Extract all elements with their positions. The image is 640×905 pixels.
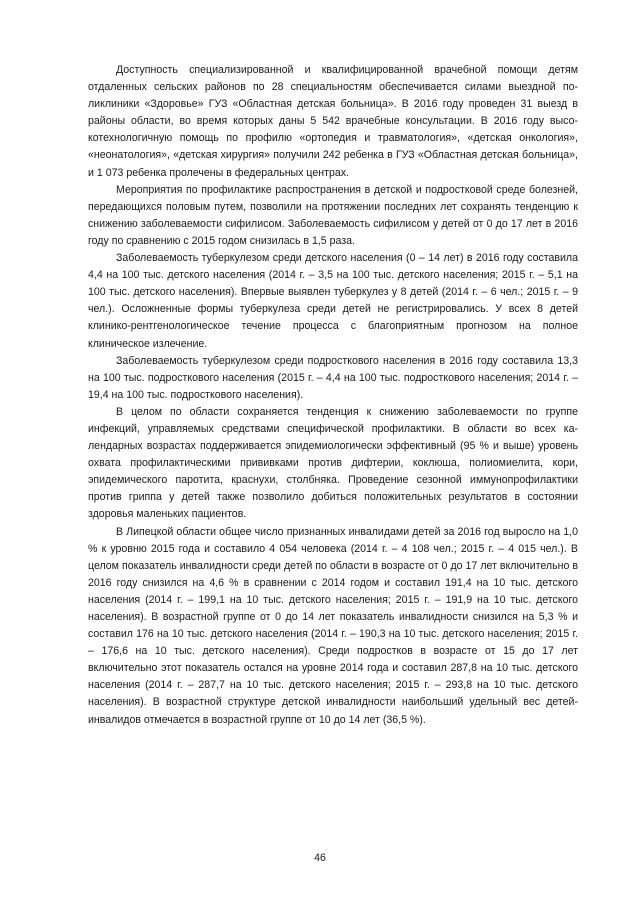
paragraph-disability: В Липецкой области общее число признанных инвалидами детей за 2016 год выросло на 1,0 % к уровню 2015 года и составило 4 054 человека (2014 г. – 4 108 чел.; 2015 г. – 4 015 чел.). В целом показатель инвалидности среди детей по области в возрасте от 0 до 17 лет включительно в 2016 году снизился на 4,6 % в сравнении с 2014 годом и составил 191,4 на 10 тыс. детского населения (2014 г. – 199,1 на 10 тыс. детского населения; 2015 г. – 191,9 на 10 тыс. детского населения). В возрастной группе от 0 до 14 лет показатель инвалидности снизился на 5,3 % и составил 176 на 10 тыс. детского населения (2014 г. – 190,3 на 10 тыс. детского населения; 2015 г. – 176,6 на 10 тыс. детского населения). Среди подростков в возрасте от 15 до 17 лет включительно этот показатель остался на уровне 2014 года и составил 287,8 на 10 тыс. детского населения (2014 г. – 287,7 на 10 тыс. детского населения; 2015 г. – 293,8 на 10 тыс. детского населения). В возрастной структуре детской инвалидности наибольший удельный вес детей-инвалидов отмечается в возрастной группе от 10 до 14 лет (36,5 %).: [88, 525, 578, 726]
page-number: 46: [314, 852, 326, 864]
paragraph-vaccination: В целом по области сохраняется тенденция к снижению заболеваемости по группе инфекций, управляемых средствами специфической профилактики. В области во всех календарных возрастах поддерживается эпидемиологически эффективный (95 % и выше) уровень охвата профилактическими прививками против дифтерии, коклюша, полиомиелита, кори, эпидемического паротита, краснухи, столбняка. Проведение сезонной иммунопрофилактики против гриппа у детей также позволило добиться положительных результатов в состоянии здоровья маленьких пациентов.: [88, 405, 578, 521]
paragraph-tuberculosis-children: Заболеваемость туберкулезом среди детского населения (0 – 14 лет) в 2016 году составила 4,4 на 100 тыс. детского населения (2014 г. – 3,5 на 100 тыс. детского населения; 2015 г. – 5,1 на 100 тыс. детского населения). Впервые выявлен туберкулез у 8 детей (2014 г. – 6 чел.; 2015 г. – 9 чел.). Осложненные формы туберкулеза среди детей не регистрировались. У всех 8 детей клинико-рентгенологическое течение процесса с благоприятным прогнозом на полное клиническое излечение.: [88, 252, 578, 350]
paragraph-tuberculosis-adolescents: Заболеваемость туберкулезом среди подросткового населения в 2016 году составила 13,3 на 100 тыс. подросткового населения (2015 г. – 4,4 на 100 тыс. подросткового населения; 2014 г. – 19,4 на 100 тыс. подросткового населения).: [88, 354, 578, 401]
paragraph-specialized-care: Доступность специализированной и квалифицированной врачебной помощи детям отдаленных сельских районов по 28 специальностям обеспечивается силами выездной поликлиники «Здоровье» ГУЗ «Областная детская больница». В 2016 году проведен 31 выезд в районы области, во время которых даны 5 542 врачебные консультации. В 2016 году высокотехнологичную помощь по профилю «ортопедия и травматология», «детская онкология», «неонатология», «детская хирургия» получили 242 ребенка в ГУЗ «Областная детская больница», и 1 073 ребенка пролечены в федеральных центрах.: [88, 64, 578, 179]
body-text: [88, 62, 578, 729]
paragraph-std-prevention: Мероприятия по профилактике распространения в детской и подростковой среде болезней, передающихся половым путем, позволили на протяжении последних лет сохранять тенденцию к снижению заболеваемости сифилисом. Заболеваемость сифилисом у детей от 0 до 17 лет в 2016 году по сравнению с 2015 годом снизилась в 1,5 раза.: [88, 183, 578, 247]
